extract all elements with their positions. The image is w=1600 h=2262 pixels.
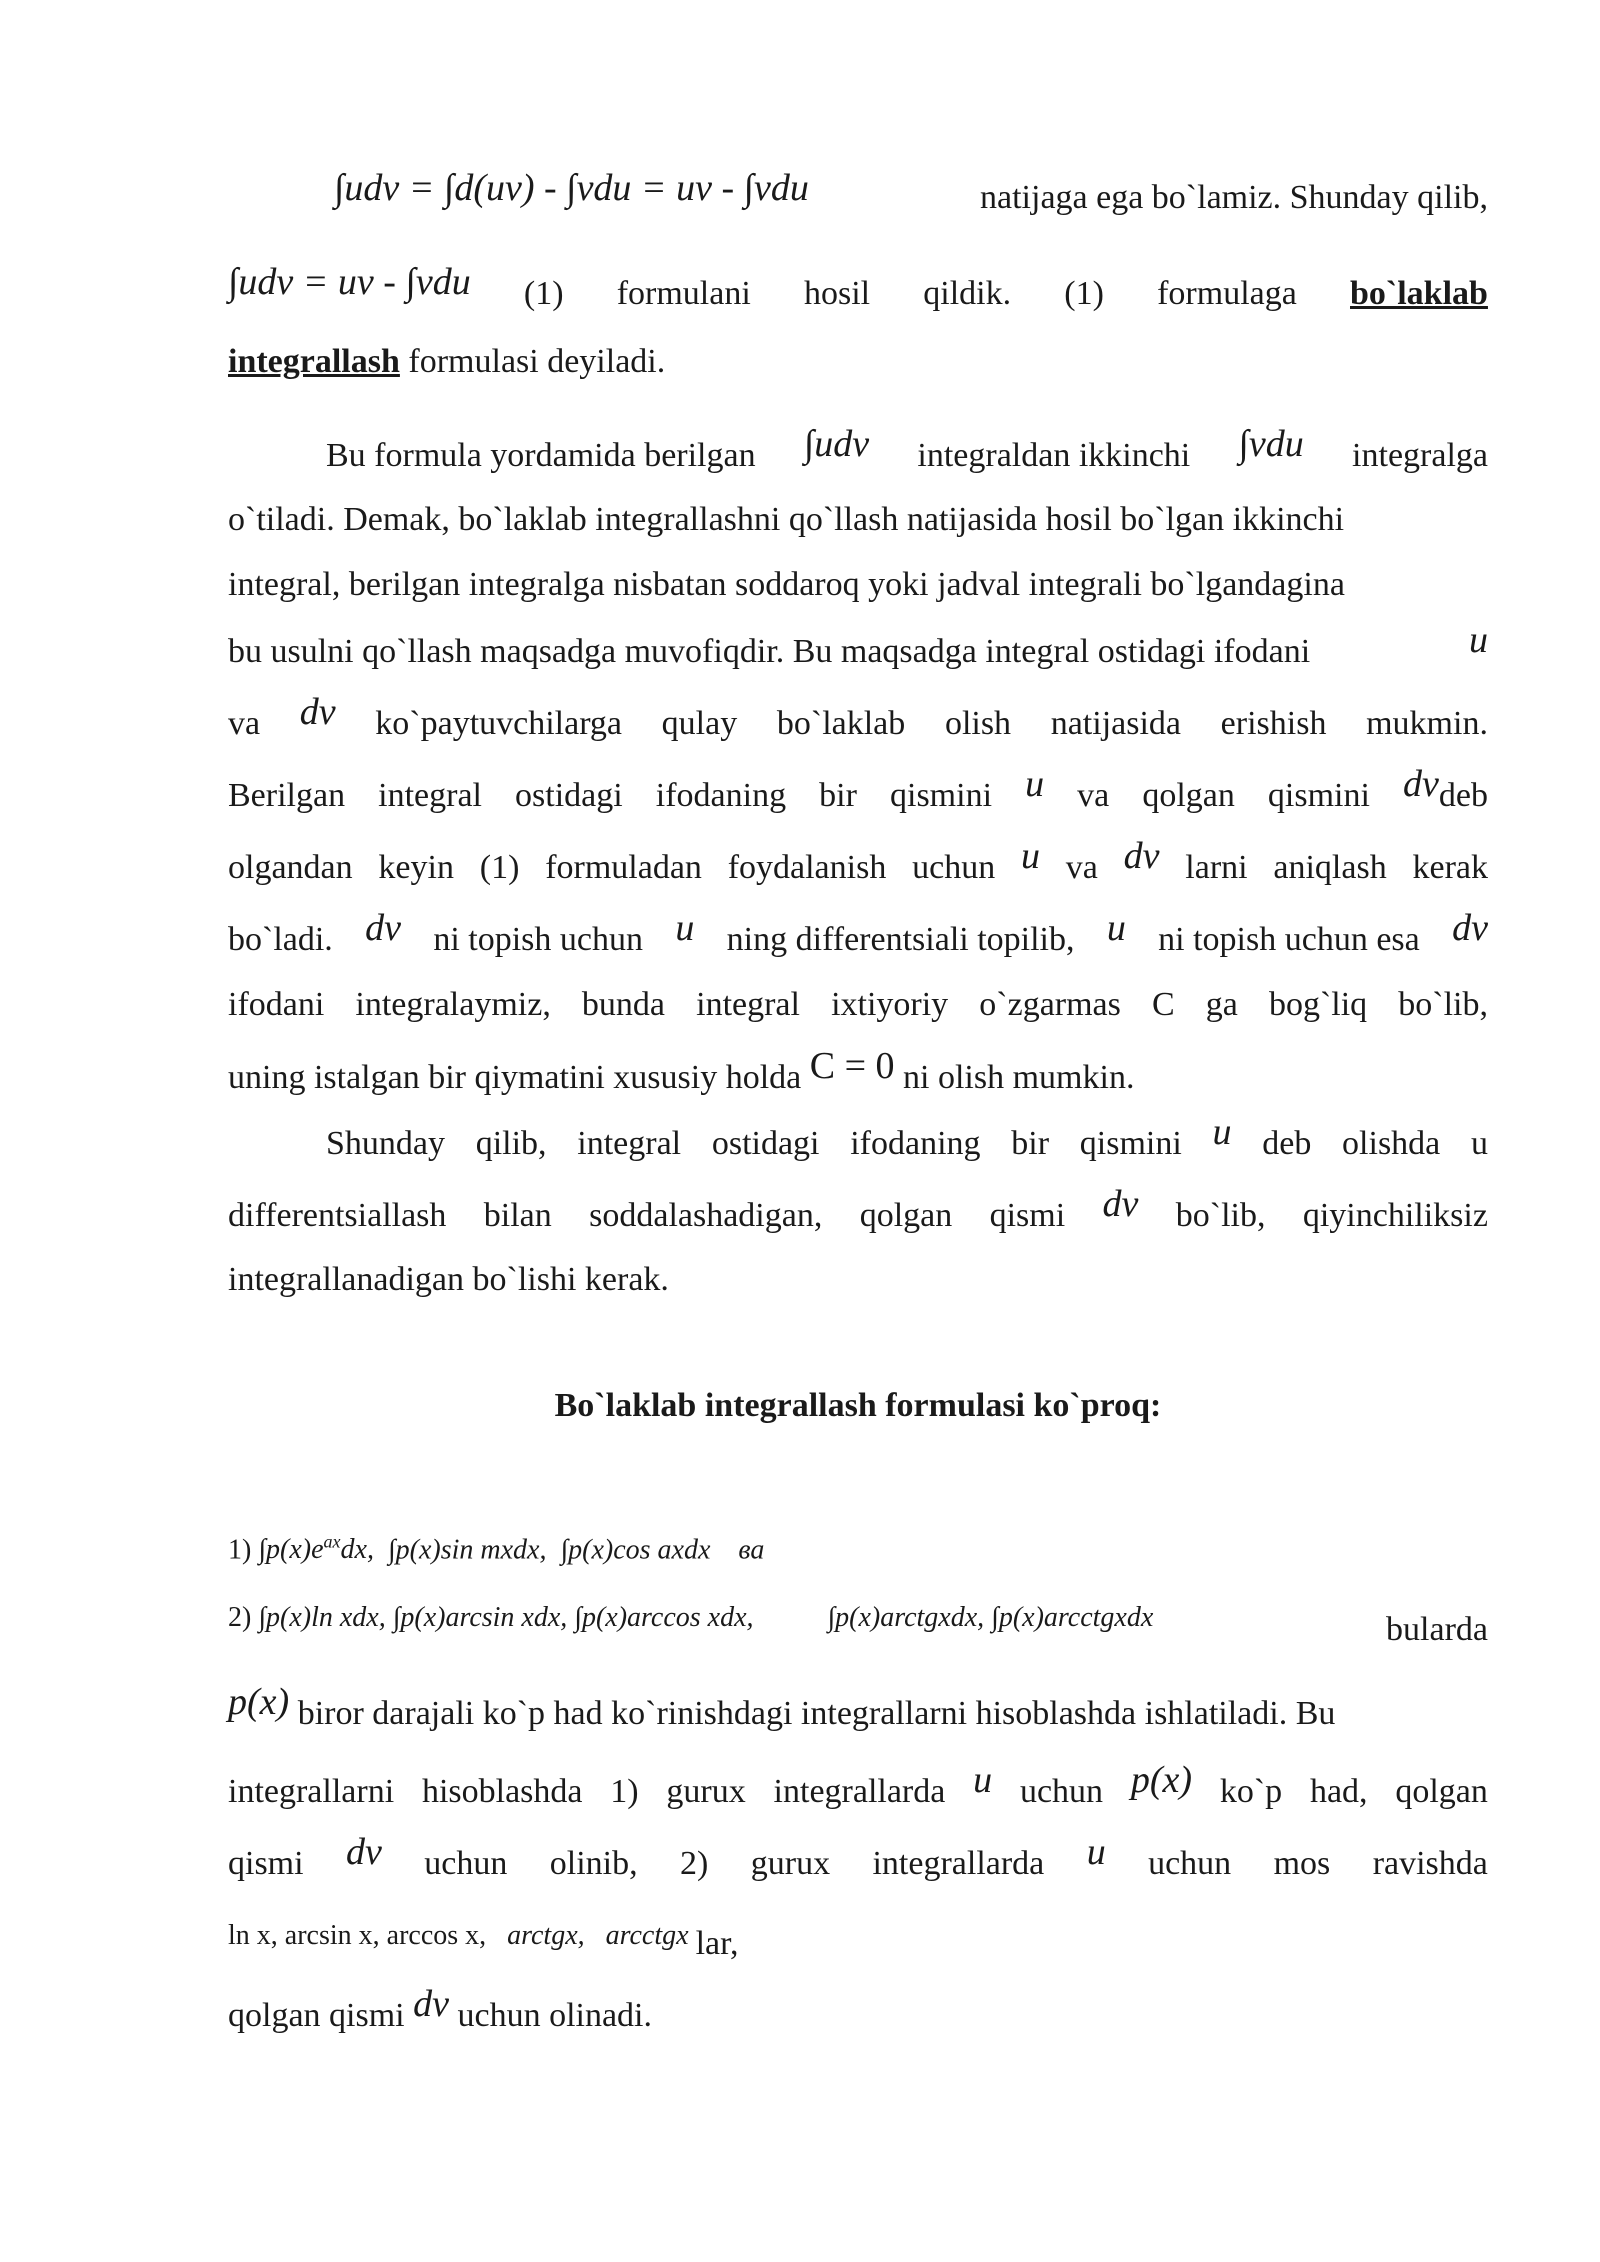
word: bir: [819, 777, 857, 814]
text-fragment: integralga: [1352, 437, 1488, 474]
integral-vdu: ∫vdu: [1238, 423, 1304, 465]
integral-arctg: ∫p(x)arctgxdx,: [827, 1602, 985, 1633]
math-variable: dv: [1102, 1183, 1139, 1225]
word: integral: [378, 777, 482, 814]
text-fragment: ifodani integralaymiz, bunda integral ixtiyoriy o`zgarmas C ga bog`liq bo`lib,: [228, 986, 1488, 1023]
text-fragment: ni olish mumkin.: [903, 1059, 1135, 1096]
integral-sin: ∫p(x)sin mxdx,: [387, 1534, 547, 1566]
text-line-17: [228, 1682, 1488, 1742]
word: qismi: [228, 1845, 304, 1882]
formula-line-2: [228, 262, 1488, 322]
word: ravishda: [1372, 1845, 1488, 1882]
math-variable: dv: [365, 907, 402, 949]
text-line-5: [228, 490, 1488, 550]
word: ostidagi: [515, 777, 623, 814]
word: had,: [1309, 1773, 1368, 1810]
function-list: ln x, arcsin x, arccos x,: [228, 1920, 487, 1951]
integral-ln: ∫p(x)ln xdx,: [258, 1602, 386, 1633]
function-arcctg: arcctgx: [605, 1920, 689, 1951]
text-line-14: [326, 1112, 1488, 1172]
word: va: [1077, 777, 1110, 814]
word: olish: [944, 705, 1012, 742]
list-number: 1): [228, 1534, 252, 1566]
exponent: ax: [323, 1532, 341, 1552]
text-fragment: ning differentsiali topilib,: [726, 921, 1075, 958]
word: differentsiallash: [228, 1197, 447, 1234]
text-fragment: bu usulni qo`llash maqsadga muvofiqdir. Bu maqsadga integral ostidagi ifodani: [228, 633, 1311, 670]
word: qismini: [890, 777, 993, 814]
text-line-16: [228, 1250, 1488, 1310]
word: Shunday: [326, 1125, 445, 1162]
word: formulani: [616, 275, 751, 312]
word: ostidagi: [711, 1125, 820, 1162]
text-line-13: [228, 1046, 1488, 1106]
math-variable: dv: [1452, 907, 1488, 949]
text-fragment: natijaga ega bo`lamiz. Shunday qilib,: [980, 179, 1488, 216]
text-fragment: biror darajali ko`p had ko`rinishdagi integrallarni hisoblashda ishlatiladi. Bu: [297, 1695, 1336, 1732]
text-line-19: [228, 1832, 1488, 1892]
text-line-6: [228, 555, 1488, 615]
text-line-18: [228, 1760, 1488, 1820]
word: qiyinchiliksiz: [1302, 1197, 1488, 1234]
text-fragment: o`tiladi. Demak, bo`laklab integrallashni qo`llash natijasida hosil bo`lgan ikkinchi: [228, 501, 1345, 538]
integral-arccos: ∫p(x)arccos xdx,: [574, 1602, 754, 1633]
text-line-11: [228, 908, 1488, 968]
word: qolgan: [1142, 777, 1235, 814]
constant-equation: C = 0: [809, 1045, 895, 1087]
formula-line-1: [334, 168, 1488, 228]
word: 1): [610, 1773, 639, 1810]
word: foydalanish: [727, 849, 887, 886]
math-variable: dv: [299, 691, 336, 733]
word: olgandan: [228, 849, 353, 886]
word: kerak: [1412, 849, 1488, 886]
integral-arcctg: ∫p(x)arcctgxdx: [991, 1602, 1154, 1633]
formula-group-2: [228, 1588, 1488, 1648]
math-variable: u: [1469, 619, 1488, 661]
text-fragment: qolgan qismi: [228, 1997, 405, 2034]
conjunction: ва: [738, 1534, 765, 1566]
word: integrallarda: [773, 1773, 946, 1810]
text-fragment: integral, berilgan integralga nisbatan soddaroq yoki jadval integrali bo`lgandagina: [228, 566, 1345, 603]
word: ko`paytuvchilarga: [375, 705, 623, 742]
integration-by-parts-formula: ∫udv = uv - ∫vdu: [228, 261, 471, 303]
math-variable: u: [1020, 835, 1040, 877]
word: qismi: [989, 1197, 1066, 1234]
word: bo`lib,: [1175, 1197, 1266, 1234]
integral-cos: ∫p(x)cos axdx: [560, 1534, 711, 1566]
word: keyin: [378, 849, 454, 886]
word: uchun: [1148, 1845, 1232, 1882]
text-fragment: ni topish uchun: [433, 921, 644, 958]
word: hisoblashda: [421, 1773, 583, 1810]
word: ifodaning: [655, 777, 787, 814]
math-variable: dv: [1123, 835, 1160, 877]
word: olishda: [1342, 1125, 1441, 1162]
text-fragment: uning istalgan bir qiymatini xususiy holda: [228, 1059, 802, 1096]
word: formuladan: [545, 849, 702, 886]
math-variable: dv: [413, 1983, 449, 2025]
word: qismini: [1079, 1125, 1182, 1162]
word: olinib,: [549, 1845, 638, 1882]
integral-arcsin: ∫p(x)arcsin xdx,: [392, 1602, 568, 1633]
word: uchun: [912, 849, 996, 886]
word: deb: [1262, 1125, 1312, 1162]
word: soddalashadigan,: [589, 1197, 823, 1234]
word: natijasida: [1050, 705, 1182, 742]
integration-by-parts-derivation: ∫udv = ∫d(uv) - ∫vdu = uv - ∫vdu: [334, 167, 809, 209]
integral-udv: ∫udv: [803, 423, 870, 465]
word: deb: [1438, 777, 1488, 814]
text-line-3: [228, 332, 1488, 392]
math-variable: u: [1086, 1831, 1106, 1873]
math-variable: u: [1212, 1111, 1232, 1153]
text-line-7: [228, 620, 1488, 680]
integral-exp: [258, 1534, 374, 1565]
formula-part: dx,: [340, 1534, 374, 1566]
word: mos: [1273, 1845, 1331, 1882]
word: gurux: [666, 1773, 746, 1810]
word: qismini: [1267, 777, 1370, 814]
text-fragment: Bu formula yordamida berilgan: [326, 437, 756, 474]
text-line-15: [228, 1184, 1488, 1244]
word: (1): [1064, 275, 1104, 312]
text-line-8: [228, 692, 1488, 752]
formula-group-1: [228, 1512, 1488, 1572]
word: qildik.: [923, 275, 1012, 312]
text-fragment: integraldan ikkinchi: [917, 437, 1191, 474]
word: integral: [577, 1125, 682, 1162]
math-variable: u: [973, 1759, 993, 1801]
word: qolgan: [859, 1197, 953, 1234]
polynomial-px: p(x): [228, 1681, 290, 1723]
word: formulaga: [1157, 275, 1297, 312]
text-line-12: [228, 975, 1488, 1035]
word: 2): [680, 1845, 709, 1882]
word: larni: [1185, 849, 1248, 886]
function-arctg: arctgx,: [507, 1920, 585, 1951]
polynomial-px: p(x): [1130, 1759, 1193, 1801]
text-fragment: lar,: [695, 1925, 739, 1962]
math-variable: u: [675, 907, 695, 949]
word: integrallarni: [228, 1773, 395, 1810]
word: (1): [479, 849, 520, 886]
term-bold: bo`laklab: [1350, 275, 1488, 312]
text-fragment: ni topish uchun esa: [1158, 921, 1420, 958]
text-fragment: integrallanadigan bo`lishi kerak.: [228, 1261, 669, 1298]
word: (1): [523, 275, 564, 312]
term-bold: integrallash: [228, 343, 400, 380]
word: va: [1065, 849, 1098, 886]
section-heading: Bo`laklab integrallash formulasi ko`proq:: [554, 1387, 1162, 1424]
word: qolgan: [1395, 1773, 1488, 1810]
math-variable: dv: [1403, 763, 1439, 805]
word: bir: [1011, 1125, 1050, 1162]
word: mukmin.: [1366, 705, 1488, 742]
word: u: [1470, 1125, 1488, 1162]
function-list-line: [228, 1904, 1488, 1964]
word: qilib,: [475, 1125, 547, 1162]
word: uchun: [1019, 1773, 1104, 1810]
word: ifodaning: [850, 1125, 981, 1162]
word: erishish: [1220, 705, 1327, 742]
text-fragment: bo`ladi.: [228, 921, 333, 958]
word: uchun: [424, 1845, 508, 1882]
math-variable: u: [1025, 763, 1045, 805]
word: ko`p: [1219, 1773, 1283, 1810]
word: Berilgan: [228, 777, 346, 814]
math-variable: u: [1106, 907, 1126, 949]
math-variable: dv: [345, 1831, 382, 1873]
word: aniqlash: [1273, 849, 1387, 886]
text-fragment: uchun olinadi.: [457, 1997, 653, 2034]
text-line-9: [228, 764, 1488, 824]
word: integrallarda: [872, 1845, 1045, 1882]
text-fragment: formulasi deyiladi.: [408, 343, 666, 380]
word: bilan: [483, 1197, 552, 1234]
formula-part: ∫p(x)e: [258, 1534, 324, 1566]
list-number: 2): [228, 1602, 252, 1633]
text-fragment: bularda: [1386, 1611, 1488, 1648]
word: bo`laklab: [776, 705, 906, 742]
text-line-20: [228, 1984, 1488, 2044]
text-line-4: [326, 424, 1488, 484]
word: hosil: [803, 275, 871, 312]
word: va: [228, 705, 261, 742]
word: gurux: [750, 1845, 831, 1882]
text-line-10: [228, 836, 1488, 896]
word: qulay: [661, 705, 738, 742]
